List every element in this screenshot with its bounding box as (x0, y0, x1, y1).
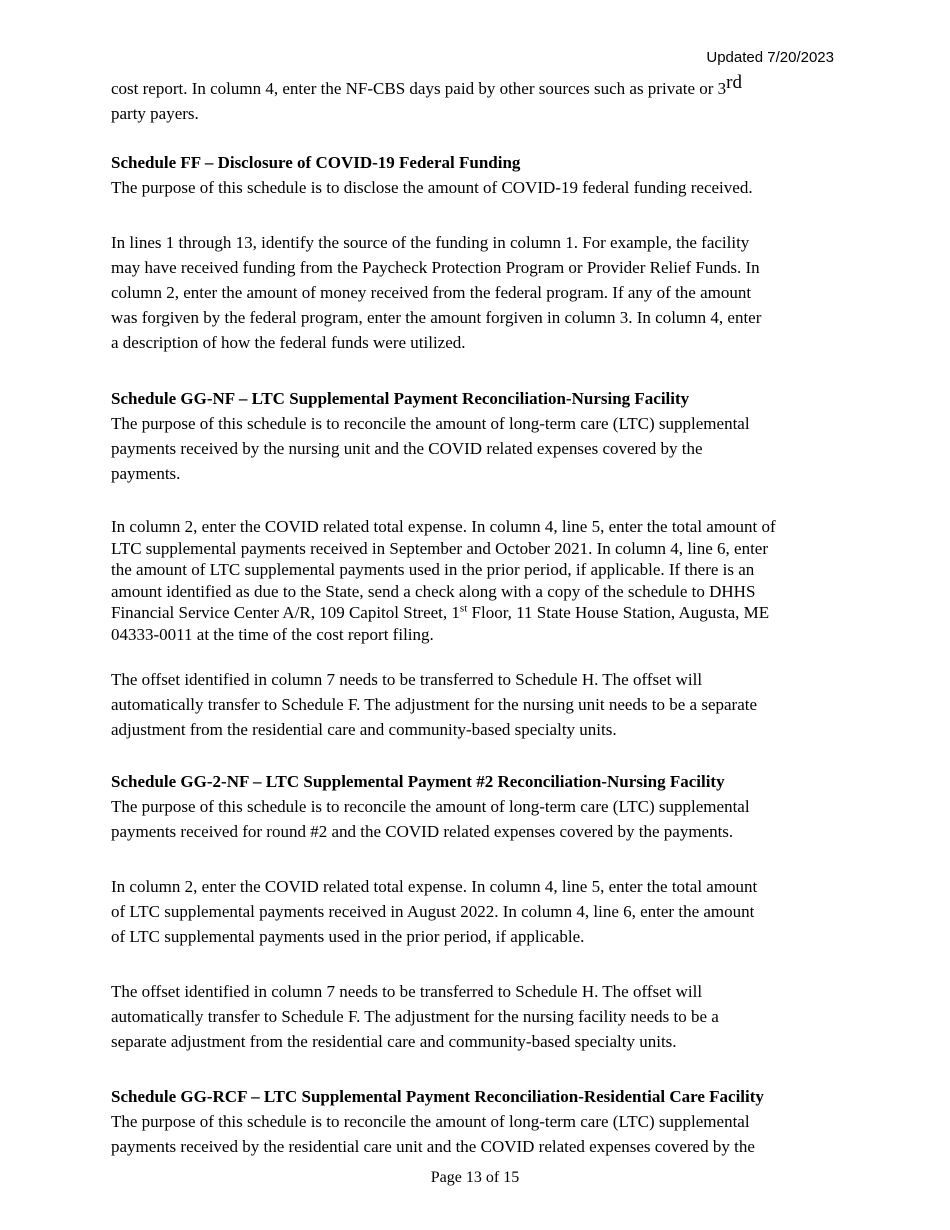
heading-schedule-gg-rcf: Schedule GG-RCF – LTC Supplemental Payment Reconciliation-Residential Care Facility (111, 1087, 764, 1106)
gg-nf-address-line: Financial Service Center A/R, 109 Capitol Street, 1 (111, 603, 460, 622)
gg-nf-col-line: the amount of LTC supplemental payments used in the prior period, if applicable. If there is an (111, 560, 755, 579)
intro-paragraph (111, 72, 846, 126)
gg2-nf-offset-line: automatically transfer to Schedule F. The adjustment for the nursing facility needs to be a (111, 1007, 719, 1026)
gg2-nf-col-line: of LTC supplemental payments received in August 2022. In column 4, line 6, enter the amount (111, 902, 755, 921)
gg2-nf-offset (111, 979, 846, 1054)
ff-purpose: The purpose of this schedule is to disclose the amount of COVID-19 federal funding received. (111, 178, 753, 197)
gg-nf-columns (111, 516, 846, 645)
ff-body-line: was forgiven by the federal program, enter the amount forgiven in column 3. In column 4, enter (111, 308, 762, 327)
gg-rcf-purpose (111, 1109, 846, 1159)
gg-nf-offset-line: automatically transfer to Schedule F. The adjustment for the nursing unit needs to be a separate (111, 695, 758, 714)
gg2-nf-offset-line: separate adjustment from the residential care and community-based specialty units. (111, 1032, 677, 1051)
gg-rcf-purpose-line: The purpose of this schedule is to reconcile the amount of long-term care (LTC) supplemental (111, 1112, 750, 1131)
gg-nf-purpose-line: payments received by the nursing unit and the COVID related expenses covered by the (111, 439, 703, 458)
gg-nf-col-line: amount identified as due to the State, send a check along with a copy of the schedule to DHHS (111, 581, 756, 601)
gg-nf-offset-line: adjustment from the residential care and community-based specialty units. (111, 720, 617, 739)
gg-nf-address-line-end: Floor, 11 State House Station, Augusta, ME (467, 603, 770, 622)
gg-rcf-purpose-line: payments received by the residential care unit and the COVID related expenses covered by the (111, 1137, 755, 1156)
ff-body-line: In lines 1 through 13, identify the source of the funding in column 1. For example, the facility (111, 233, 750, 252)
page-content (111, 74, 846, 1159)
gg-nf-purpose-line: payments. (111, 464, 181, 483)
updated-date: Updated 7/20/2023 (706, 49, 834, 66)
gg-nf-purpose-line: The purpose of this schedule is to reconcile the amount of long-term care (LTC) supplemental (111, 414, 750, 433)
gg2-nf-col-line: of LTC supplemental payments used in the prior period, if applicable. (111, 927, 585, 946)
ff-body-line: column 2, enter the amount of money received from the federal program. If any of the amount (111, 283, 752, 302)
heading-schedule-gg-2-nf: Schedule GG-2-NF – LTC Supplemental Payment #2 Reconciliation-Nursing Facility (111, 772, 725, 791)
heading-schedule-gg-nf: Schedule GG-NF – LTC Supplemental Payment Reconciliation-Nursing Facility (111, 389, 690, 408)
gg2-nf-columns (111, 874, 846, 949)
gg-nf-col-line: LTC supplemental payments received in September and October 2021. In column 4, line 6, enter (111, 538, 768, 558)
gg2-nf-purpose-line: The purpose of this schedule is to reconcile the amount of long-term care (LTC) supplemental (111, 797, 750, 816)
gg2-nf-col-line: In column 2, enter the COVID related total expense. In column 4, line 5, enter the total amount (111, 877, 758, 896)
gg-nf-offset-line: The offset identified in column 7 needs to be transferred to Schedule H. The offset will (111, 670, 703, 689)
page-number: Page 13 of 15 (430, 1169, 520, 1186)
ff-body-line: a description of how the federal funds were utilized. (111, 333, 466, 352)
gg-nf-purpose (111, 411, 846, 486)
gg2-nf-offset-line: The offset identified in column 7 needs to be transferred to Schedule H. The offset will (111, 982, 703, 1001)
ordinal-superscript: rd (726, 72, 742, 93)
gg-nf-col-line: In column 2, enter the COVID related total expense. In column 4, line 5, enter the total amount of (111, 517, 776, 536)
gg2-nf-purpose-line: payments received for round #2 and the COVID related expenses covered by the payments. (111, 822, 734, 841)
floor-superscript: st (459, 602, 468, 615)
heading-schedule-ff: Schedule FF – Disclosure of COVID-19 Federal Funding (111, 153, 521, 172)
gg-nf-offset (111, 667, 846, 742)
gg-nf-col-line: 04333-0011 at the time of the cost report filing. (111, 624, 434, 644)
ff-body-line: may have received funding from the Paycheck Protection Program or Provider Relief Funds. In (111, 258, 760, 277)
ff-body (111, 230, 846, 355)
intro-line-2: party payers. (111, 104, 199, 123)
gg2-nf-purpose (111, 794, 846, 844)
intro-line-1: cost report. In column 4, enter the NF-CBS days paid by other sources such as private or 3 (111, 79, 727, 98)
